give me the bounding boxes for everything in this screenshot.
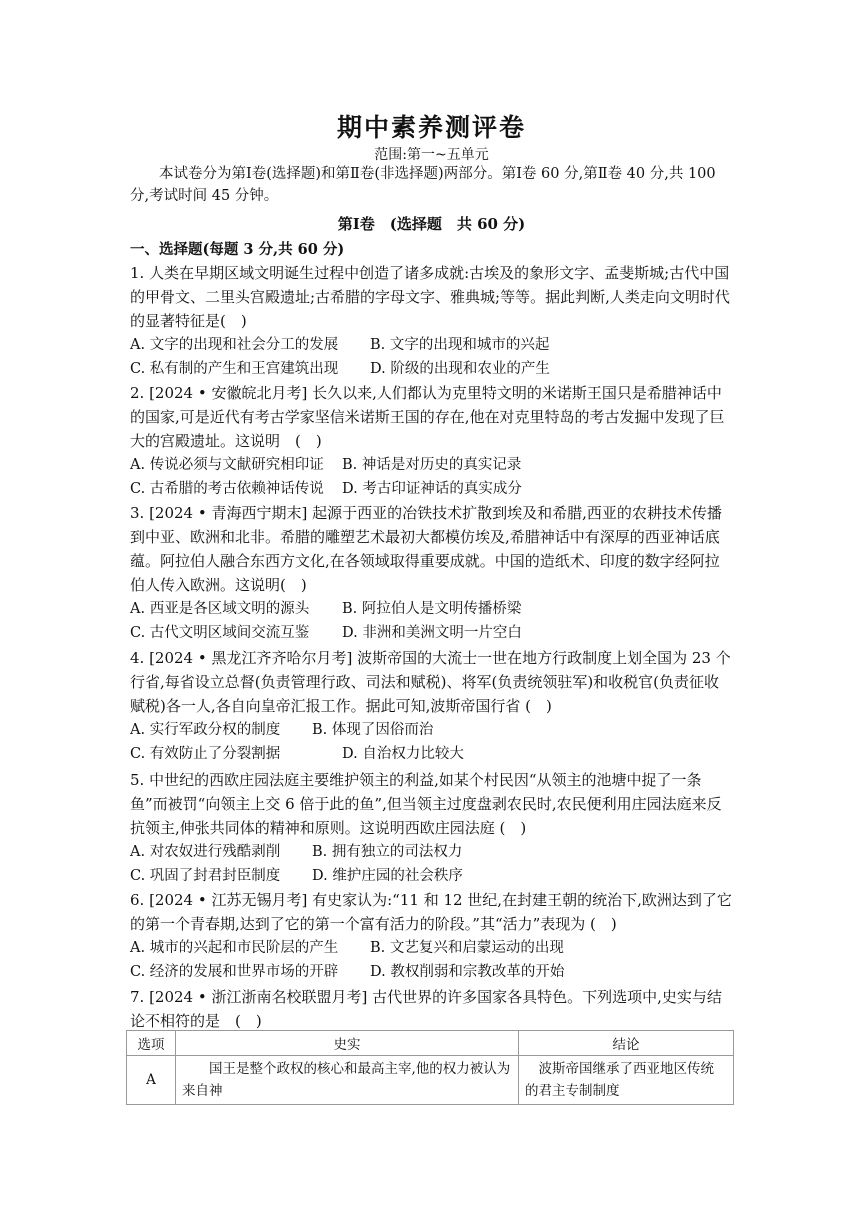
option: C. 巩固了封君封臣制度 [130, 868, 281, 884]
option: D. 教权削弱和宗教改革的开始 [370, 964, 565, 980]
option: B. 文艺复兴和启蒙运动的出现 [370, 940, 564, 956]
option: C. 私有制的产生和王宫建筑出现 [130, 361, 339, 377]
question-options [130, 453, 522, 501]
table-cell: A [127, 1056, 176, 1105]
option: B. 体现了因俗而治 [312, 722, 434, 738]
question-stem: 3. [2024 • 青海西宁期末] 起源于西亚的冶铁技术扩散到埃及和希腊,西亚的农耕技术传播到中亚、欧洲和北非。希腊的雕塑艺术最初大都模仿埃及,希腊神话中有深厚的西亚神话底蕴。阿拉伯人融合东西方文化,在各领域取得重要成就。中国的造纸术、印度的数字经阿拉伯人传入欧洲。这说明( ) [130, 504, 722, 594]
question-stem: 2. [2024 • 安徽皖北月考] 长久以来,人们都认为克里特文明的米诺斯王国只是希腊神话中的国家,可是近代有考古学家坚信米诺斯王国的存在,他在对克里特岛的考古发掘中发现了巨大的宫殿遗址。这说明 ( ) [130, 384, 725, 450]
question-stem: 1. 人类在早期区域文明诞生过程中创造了诸多成就:古埃及的象形文字、孟斐斯城;古代中国的甲骨文、二里头宫殿遗址;古希腊的字母文字、雅典城;等等。据此判断,人类走向文明时代的显著特征是( ) [130, 264, 730, 330]
option: C. 经济的发展和世界市场的开辟 [130, 964, 339, 980]
table-row [127, 1056, 734, 1105]
option: A. 西亚是各区域文明的源头 [130, 601, 310, 617]
option: A. 传说必须与文献研究相印证 [130, 457, 324, 473]
question-stem: 4. [2024 • 黑龙江齐齐哈尔月考] 波斯帝国的大流士一世在地方行政制度上划全国为 23 个行省,每省设立总督(负责管理行政、司法和赋税)、将军(负责统领驻军)和收税官(负责征收赋税)各一人,各自向皇帝汇报工作。据此可知,波斯帝国行省 ( ) [130, 649, 731, 715]
part-heading: 第Ⅰ卷 (选择题 共 60 分) [337, 215, 526, 233]
option: C. 古希腊的考古依赖神话传说 [130, 481, 324, 497]
table-header: 史实 [176, 1031, 519, 1056]
question-stem: 5. 中世纪的西欧庄园法庭主要维护领主的利益,如某个村民因“从领主的池塘中捉了一条鱼”而被罚“向领主上交 6 倍于此的鱼”,但当领主过度盘剥农民时,农民便利用庄园法庭来反抗领主,伸张共同体的精神和原则。这说明西欧庄园法庭 ( ) [130, 771, 722, 837]
option: A. 对农奴进行残酷剥削 [130, 844, 281, 860]
option: A. 实行军政分权的制度 [130, 722, 281, 738]
option: B. 拥有独立的司法权力 [312, 844, 463, 860]
question-stem: 6. [2024 • 江苏无锡月考] 有史家认为:“11 和 12 世纪,在封建王朝的统治下,欧洲达到了它的第一个青春期,达到了它的第一个富有活力的阶段。”其“活力”表现为 ( ) [130, 891, 732, 933]
question-stem: 7. [2024 • 浙江浙南名校联盟月考] 古代世界的许多国家各具特色。下列选项中,史实与结论不相符的是 ( ) [130, 988, 722, 1030]
option: D. 自治权力比较大 [342, 746, 464, 762]
question-options [130, 718, 464, 766]
option: A. 城市的兴起和市民阶层的产生 [130, 940, 339, 956]
option: D. 维护庄园的社会秩序 [312, 868, 463, 884]
option: D. 考古印证神话的真实成分 [342, 481, 522, 497]
question-table [126, 1030, 734, 1105]
table-header: 选项 [127, 1031, 176, 1056]
option: B. 文字的出现和城市的兴起 [370, 337, 550, 353]
section-heading: 一、选择题(每题 3 分,共 60 分) [130, 241, 345, 258]
exam-range: 范围:第一~五单元 [374, 147, 489, 163]
question-options [130, 333, 550, 381]
page-title: 期中素养测评卷 [336, 113, 526, 142]
option: B. 神话是对历史的真实记录 [342, 457, 522, 473]
option: D. 非洲和美洲文明一片空白 [342, 625, 522, 641]
question-options [130, 597, 522, 645]
exam-intro: 本试卷分为第Ⅰ卷(选择题)和第Ⅱ卷(非选择题)两部分。第Ⅰ卷 60 分,第Ⅱ卷 40 分,共 100 分,考试时间 45 分钟。 [130, 166, 716, 204]
option: B. 阿拉伯人是文明传播桥梁 [342, 601, 522, 617]
option: D. 阶级的出现和农业的产生 [370, 361, 550, 377]
table-cell: 波斯帝国继承了西亚地区传统的君主专制制度 [519, 1056, 734, 1105]
question-options [130, 936, 564, 984]
option: C. 古代文明区域间交流互鉴 [130, 625, 310, 641]
option: C. 有效防止了分裂割据 [130, 746, 281, 762]
table-header: 结论 [519, 1031, 734, 1056]
question-options [130, 840, 463, 888]
option: A. 文字的出现和社会分工的发展 [130, 337, 339, 353]
table-cell: 国王是整个政权的核心和最高主宰,他的权力被认为来自神 [176, 1056, 519, 1105]
